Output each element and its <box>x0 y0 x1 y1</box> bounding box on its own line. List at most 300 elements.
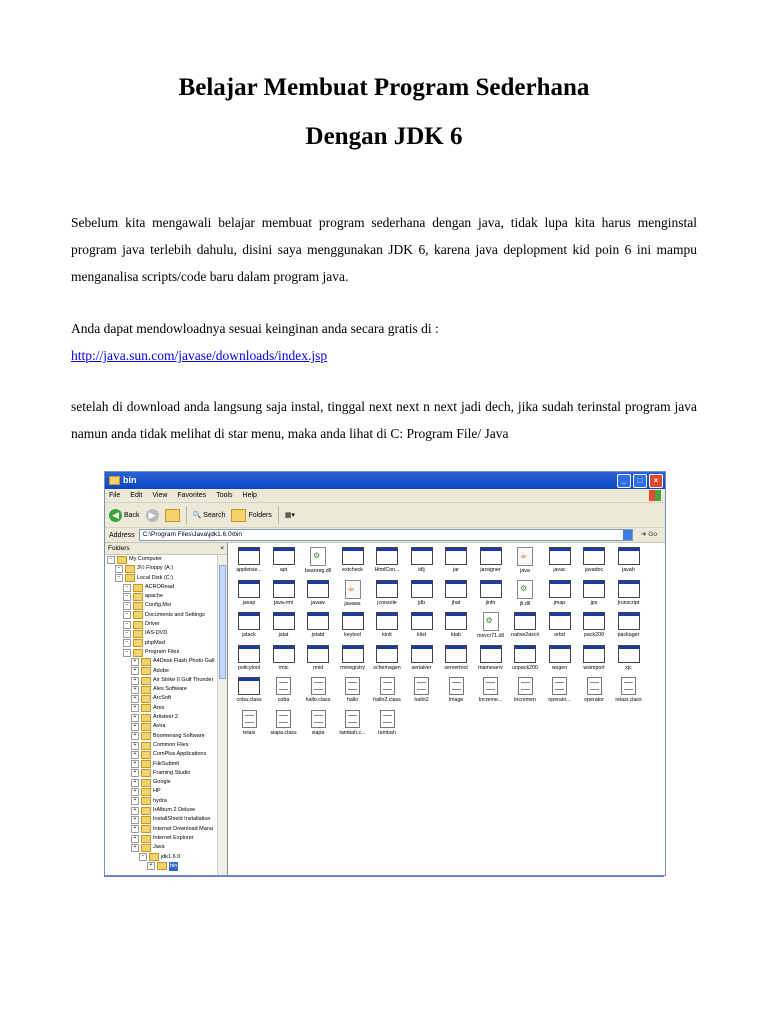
tree-item[interactable] <box>105 564 217 573</box>
tree-item[interactable] <box>105 825 217 834</box>
folder-icon <box>141 686 151 694</box>
expand-toggle-icon[interactable]: + <box>131 788 139 796</box>
file-item[interactable] <box>439 612 473 638</box>
file-name: Incremen <box>513 697 537 703</box>
file-item[interactable] <box>577 645 611 671</box>
tree-item[interactable] <box>105 611 217 620</box>
file-item[interactable] <box>612 547 646 573</box>
file-item[interactable] <box>612 677 646 703</box>
application-icon <box>238 645 260 663</box>
search-label: Search <box>203 511 226 519</box>
expand-toggle-icon[interactable]: + <box>131 704 139 712</box>
file-item[interactable] <box>267 645 301 671</box>
file-item[interactable] <box>543 547 577 573</box>
file-item[interactable] <box>301 580 335 606</box>
expand-toggle-icon[interactable]: − <box>123 639 131 647</box>
expand-toggle-icon[interactable]: + <box>147 862 155 870</box>
tree-item[interactable] <box>105 704 217 713</box>
file-item[interactable] <box>370 677 404 703</box>
application-icon <box>480 580 502 598</box>
application-icon <box>445 580 467 598</box>
file-name: wsgen <box>551 664 568 671</box>
file-name: javac <box>553 567 566 573</box>
file-item[interactable] <box>232 580 266 606</box>
explorer-content <box>105 543 665 875</box>
file-name: tambah.c... <box>339 729 366 736</box>
views-button[interactable] <box>285 511 295 519</box>
folder-icon <box>141 704 151 712</box>
file-name: hallo2.class <box>373 697 401 703</box>
toolbar <box>105 503 665 528</box>
tree-item[interactable] <box>105 843 217 852</box>
expand-toggle-icon[interactable]: + <box>131 760 139 768</box>
application-icon <box>411 547 433 565</box>
expand-toggle-icon[interactable]: + <box>131 825 139 833</box>
expand-toggle-icon[interactable]: + <box>131 742 139 750</box>
tree-item[interactable] <box>105 853 217 862</box>
expand-toggle-icon[interactable]: + <box>131 769 139 777</box>
tree-item[interactable] <box>105 583 217 592</box>
tree-item[interactable] <box>105 741 217 750</box>
file-item[interactable] <box>439 580 473 606</box>
tree-item-label: My Computer <box>129 556 163 562</box>
file-item[interactable] <box>267 612 301 638</box>
application-icon <box>342 645 364 663</box>
expand-toggle-icon[interactable]: + <box>131 667 139 675</box>
file-item[interactable] <box>543 612 577 638</box>
menu-help[interactable]: Help <box>242 492 257 499</box>
folders-label: Folders <box>248 511 272 519</box>
tree-item[interactable] <box>105 862 217 871</box>
tree-item-label: Common Files <box>153 741 189 748</box>
folder-icon <box>141 825 151 833</box>
paragraph-download <box>71 315 697 369</box>
tree-item[interactable] <box>105 806 217 815</box>
file-item[interactable] <box>336 580 370 607</box>
tree-item[interactable] <box>105 667 217 676</box>
search-button[interactable] <box>193 511 226 519</box>
up-folder-icon <box>165 509 180 522</box>
expand-toggle-icon[interactable]: + <box>131 751 139 759</box>
tree-item-label: HP <box>153 788 161 795</box>
expand-toggle-icon[interactable]: + <box>131 658 139 666</box>
tree-item[interactable] <box>105 601 217 610</box>
file-item[interactable] <box>267 710 301 736</box>
back-label: Back <box>124 511 140 519</box>
file-item[interactable] <box>301 612 335 638</box>
folder-icon <box>141 714 151 722</box>
tree-item[interactable] <box>105 657 217 666</box>
file-item[interactable] <box>232 547 266 573</box>
maximize-button[interactable]: □ <box>633 474 647 488</box>
tree-item[interactable] <box>105 750 217 759</box>
file-item[interactable] <box>612 612 646 638</box>
expand-toggle-icon[interactable]: − <box>123 611 131 619</box>
file-name: operator <box>584 697 604 703</box>
menu-tools[interactable]: Tools <box>216 492 233 499</box>
tree-item[interactable] <box>105 592 217 601</box>
file-item[interactable] <box>232 677 266 703</box>
expand-toggle-icon[interactable]: − <box>123 649 131 657</box>
tree-item-label: Internet Explorer <box>153 834 194 841</box>
file-name: operato... <box>548 697 571 703</box>
tree-item-label: bin <box>169 862 178 871</box>
file-name: msvcr71.dll <box>477 633 504 639</box>
file-item[interactable] <box>336 677 370 703</box>
application-icon <box>273 612 295 630</box>
application-icon <box>376 645 398 663</box>
file-item[interactable] <box>336 547 370 573</box>
tree-item[interactable] <box>105 713 217 722</box>
file-item[interactable] <box>405 612 439 638</box>
folders-icon <box>231 509 246 522</box>
tree-item[interactable] <box>105 778 217 787</box>
application-icon <box>273 645 295 663</box>
tree-item-label: Adobe <box>153 667 169 674</box>
dropdown-icon[interactable] <box>623 530 632 540</box>
expand-toggle-icon[interactable]: − <box>123 630 131 638</box>
tree-item[interactable] <box>105 574 217 583</box>
menu-view[interactable]: View <box>152 492 168 499</box>
application-icon <box>618 645 640 663</box>
expand-toggle-icon[interactable]: + <box>131 835 139 843</box>
tree-item-label: Ales Software <box>153 686 187 693</box>
file-name: javah <box>622 567 635 573</box>
tree-item[interactable] <box>105 629 217 638</box>
file-name: relasi <box>242 729 256 736</box>
document-subtitle: Dengan JDK 6 <box>305 123 463 150</box>
file-item[interactable] <box>267 547 301 573</box>
file-name: jinfo <box>485 599 496 606</box>
file-item[interactable] <box>577 677 611 703</box>
folder-icon <box>157 862 167 870</box>
tree-item-label: Config.Msi <box>145 602 171 609</box>
expand-toggle-icon[interactable]: − <box>139 853 147 861</box>
file-item[interactable] <box>508 677 542 703</box>
expand-toggle-icon[interactable]: + <box>131 686 139 694</box>
file-item[interactable] <box>301 547 335 574</box>
file-name: jdb <box>417 599 426 606</box>
tree-item-label: hydra <box>153 797 167 804</box>
tree-item[interactable] <box>105 815 217 824</box>
application-icon <box>238 612 260 630</box>
expand-toggle-icon[interactable]: + <box>131 797 139 805</box>
application-icon <box>514 645 536 663</box>
tree-item[interactable] <box>105 620 217 629</box>
tree-item-label: Avira <box>153 723 166 730</box>
document-icon <box>483 677 498 695</box>
menu-favorites[interactable]: Favorites <box>177 492 207 499</box>
file-name: pack200 <box>583 632 605 638</box>
application-icon <box>549 645 571 663</box>
folder-icon <box>109 476 120 485</box>
tree-scrollbar[interactable] <box>217 555 227 875</box>
tree-item[interactable] <box>105 685 217 694</box>
file-item[interactable] <box>267 677 301 703</box>
file-item[interactable] <box>474 645 508 671</box>
file-item[interactable] <box>474 677 508 703</box>
expand-toggle-icon[interactable]: + <box>131 779 139 787</box>
file-item[interactable] <box>370 612 404 638</box>
file-name: packager <box>617 632 640 638</box>
tree-item[interactable] <box>105 732 217 741</box>
expand-toggle-icon[interactable]: − <box>107 556 115 564</box>
tree-item[interactable] <box>105 676 217 685</box>
file-item[interactable] <box>405 677 439 703</box>
document-icon <box>311 677 326 695</box>
application-icon <box>376 612 398 630</box>
folders-pane-title: Folders <box>108 545 130 552</box>
java-icon <box>345 580 361 599</box>
tree-item[interactable] <box>105 787 217 796</box>
file-item[interactable] <box>336 710 370 736</box>
minimize-button[interactable]: _ <box>617 474 631 488</box>
scrollbar-thumb[interactable] <box>219 565 226 679</box>
folder-icon <box>141 677 151 685</box>
tree-item-label: ComPlus Applications <box>153 751 207 758</box>
file-name: rmiregistry <box>340 664 365 671</box>
file-item[interactable] <box>508 645 542 671</box>
tree-item-label: Boomerang Software <box>153 732 205 739</box>
folder-icon <box>133 639 143 647</box>
tree-item-label: Driver <box>145 621 160 628</box>
file-item[interactable] <box>577 547 611 573</box>
expand-toggle-icon[interactable]: + <box>131 714 139 722</box>
application-icon <box>342 612 364 630</box>
file-item[interactable] <box>370 547 404 573</box>
file-item[interactable] <box>508 580 542 607</box>
tree-item-label: Local Disk (C:) <box>137 574 174 581</box>
file-item[interactable] <box>577 580 611 606</box>
application-icon <box>307 645 329 663</box>
document-icon <box>380 677 395 695</box>
tree-item-label: IrAlbum 2 Deluxe <box>153 807 196 814</box>
go-button[interactable]: ➜ Go <box>641 531 657 538</box>
file-name: jconsole <box>377 599 397 606</box>
document-icon <box>276 677 291 695</box>
folder-icon <box>133 602 143 610</box>
file-item[interactable] <box>439 547 473 573</box>
tree-item-label: Air Strike II Gulf Thunder <box>153 676 214 683</box>
document-title: Belajar Membuat Program Sederhana <box>178 74 590 101</box>
folder-icon <box>125 574 135 582</box>
paragraph-install: setelah di download anda langsung saja instal, tinggal next next n next jadi dech, jika sudah terinstal program java namun anda tidak melihat di star menu, maka anda lihat di C: Program File/ Java <box>71 399 697 441</box>
application-icon <box>618 612 640 630</box>
close-pane-icon[interactable]: × <box>220 545 224 552</box>
file-name: appletvie... <box>236 567 262 573</box>
application-icon <box>583 547 605 565</box>
tree-item-label: FileSubmit <box>153 760 179 767</box>
application-icon <box>445 645 467 663</box>
file-item[interactable] <box>612 645 646 671</box>
file-item[interactable] <box>474 547 508 573</box>
file-item[interactable] <box>439 645 473 671</box>
file-name: schemagen <box>373 664 401 671</box>
tree-item[interactable] <box>105 797 217 806</box>
expand-toggle-icon[interactable]: − <box>123 584 131 592</box>
folder-icon <box>141 732 151 740</box>
application-icon <box>238 580 260 598</box>
file-item[interactable] <box>370 645 404 671</box>
folder-icon <box>141 742 151 750</box>
menu-file[interactable]: File <box>109 492 121 499</box>
expand-toggle-icon[interactable]: + <box>131 807 139 815</box>
java-icon <box>517 547 533 566</box>
expand-toggle-icon[interactable]: + <box>131 723 139 731</box>
file-name: java <box>520 568 530 574</box>
tree-item[interactable] <box>105 760 217 769</box>
file-name: rmic <box>278 664 289 671</box>
file-item[interactable] <box>232 645 266 671</box>
folder-icon <box>133 630 143 638</box>
file-name: relasi.class <box>615 697 642 703</box>
search-icon: 🔍 <box>192 512 202 519</box>
tree-item-label: Framing Studio <box>153 769 191 776</box>
download-link[interactable]: http://java.sun.com/javase/downloads/index.jsp <box>71 348 328 363</box>
forward-button[interactable] <box>146 509 159 522</box>
file-item[interactable] <box>370 710 404 736</box>
file-item[interactable] <box>543 580 577 606</box>
expand-toggle-icon[interactable]: + <box>131 816 139 824</box>
dll-file-icon <box>517 580 533 599</box>
file-item[interactable] <box>474 580 508 606</box>
folder-icon <box>141 723 151 731</box>
file-item[interactable] <box>508 547 542 574</box>
tree-item-label: Program Files <box>145 648 180 655</box>
folders-pane-header <box>105 543 227 555</box>
go-label: Go <box>648 531 657 538</box>
file-item[interactable] <box>577 612 611 638</box>
up-button[interactable] <box>165 509 180 522</box>
file-item[interactable] <box>508 612 542 638</box>
toolbar-divider <box>278 506 279 524</box>
folders-button[interactable] <box>231 509 271 522</box>
folder-icon <box>141 769 151 777</box>
tree-item-label: jdk1.6.0 <box>161 853 181 860</box>
tree-item[interactable] <box>105 555 217 564</box>
file-item[interactable] <box>232 710 266 736</box>
menu-bar <box>105 489 665 503</box>
expand-toggle-icon[interactable]: + <box>131 844 139 852</box>
application-icon <box>411 612 433 630</box>
expand-toggle-icon[interactable]: + <box>131 732 139 740</box>
file-name: javap <box>242 599 256 606</box>
back-arrow-icon: ◀ <box>109 509 122 522</box>
file-name: jps <box>590 599 598 606</box>
document-icon <box>345 677 360 695</box>
expand-toggle-icon[interactable]: − <box>115 574 123 582</box>
file-name: native2ascii <box>511 632 539 638</box>
file-item[interactable] <box>405 547 439 573</box>
file-icon-grid <box>228 543 665 875</box>
tree-item-label: Documents and Settings <box>145 611 205 618</box>
tree-item-label: InstallShield Installation <box>153 816 211 823</box>
file-item[interactable] <box>301 710 335 736</box>
close-button[interactable]: × <box>649 474 663 488</box>
back-button[interactable] <box>109 509 140 522</box>
file-name: policytool <box>237 664 261 671</box>
file-item[interactable] <box>405 580 439 606</box>
expand-toggle-icon[interactable]: − <box>123 621 131 629</box>
file-item[interactable] <box>336 612 370 638</box>
expand-toggle-icon[interactable]: − <box>123 593 131 601</box>
application-icon <box>583 612 605 630</box>
file-item[interactable] <box>543 677 577 703</box>
file-item[interactable] <box>232 612 266 638</box>
file-name: xjc <box>625 664 632 671</box>
file-name: orbd <box>554 632 565 638</box>
file-name: apt <box>279 567 288 573</box>
tree-item[interactable] <box>105 639 217 648</box>
file-item[interactable] <box>405 645 439 671</box>
document-icon <box>449 677 464 695</box>
file-name: unpack200 <box>512 664 538 671</box>
document-icon <box>518 677 533 695</box>
file-item[interactable] <box>267 580 301 606</box>
tree-item[interactable] <box>105 722 217 731</box>
folder-icon <box>141 835 151 843</box>
tree-item[interactable] <box>105 834 217 843</box>
tree-item[interactable] <box>105 769 217 778</box>
application-icon <box>342 547 364 565</box>
file-name: Increme... <box>478 697 503 703</box>
document-icon <box>345 710 360 728</box>
application-icon <box>514 612 536 630</box>
document-icon <box>242 710 257 728</box>
file-name: java-rmi <box>274 599 293 606</box>
file-item[interactable] <box>336 645 370 671</box>
file-item[interactable] <box>370 580 404 606</box>
application-icon <box>411 580 433 598</box>
menu-edit[interactable]: Edit <box>130 492 143 499</box>
document-icon <box>380 710 395 728</box>
file-item[interactable] <box>612 580 646 606</box>
file-name: beanreg.dll <box>304 568 332 574</box>
folder-icon <box>133 611 143 619</box>
expand-toggle-icon[interactable]: + <box>131 695 139 703</box>
application-icon <box>411 645 433 663</box>
folder-icon <box>141 807 151 815</box>
tree-item-label: ArcSoft <box>153 695 172 702</box>
folder-icon <box>133 649 143 657</box>
document-icon <box>276 710 291 728</box>
tree-item[interactable] <box>105 694 217 703</box>
windows-logo-icon <box>649 490 661 501</box>
application-icon <box>583 580 605 598</box>
expand-toggle-icon[interactable]: − <box>123 602 131 610</box>
document-icon <box>414 677 429 695</box>
file-name: siapa <box>311 729 325 736</box>
file-name: siapa.class <box>270 729 297 736</box>
window-title: bin <box>123 475 137 485</box>
application-icon <box>480 645 502 663</box>
window-titlebar <box>105 472 665 489</box>
file-item[interactable] <box>474 612 508 639</box>
expand-toggle-icon[interactable]: + <box>131 677 139 685</box>
file-item[interactable] <box>543 645 577 671</box>
file-item[interactable] <box>439 677 473 703</box>
paragraph-intro: Sebelum kita mengawali belajar membuat program sederhana dengan java, tidak lupa kita harus menginstal program java terlebih dahulu, disini saya menggunakan JDK 6, karena java deplopment kid poin 6 ini mampu menganalisa scripts/code baru dalam program java. <box>71 215 697 284</box>
folder-tree-pane <box>105 543 228 875</box>
expand-toggle-icon[interactable]: − <box>115 565 123 573</box>
file-name: kinit <box>382 632 392 638</box>
file-item[interactable] <box>301 645 335 671</box>
tree-item[interactable] <box>105 648 217 657</box>
file-item[interactable] <box>301 677 335 703</box>
file-name: javaws <box>344 600 361 607</box>
folder-icon <box>141 760 151 768</box>
address-input[interactable] <box>139 529 633 541</box>
